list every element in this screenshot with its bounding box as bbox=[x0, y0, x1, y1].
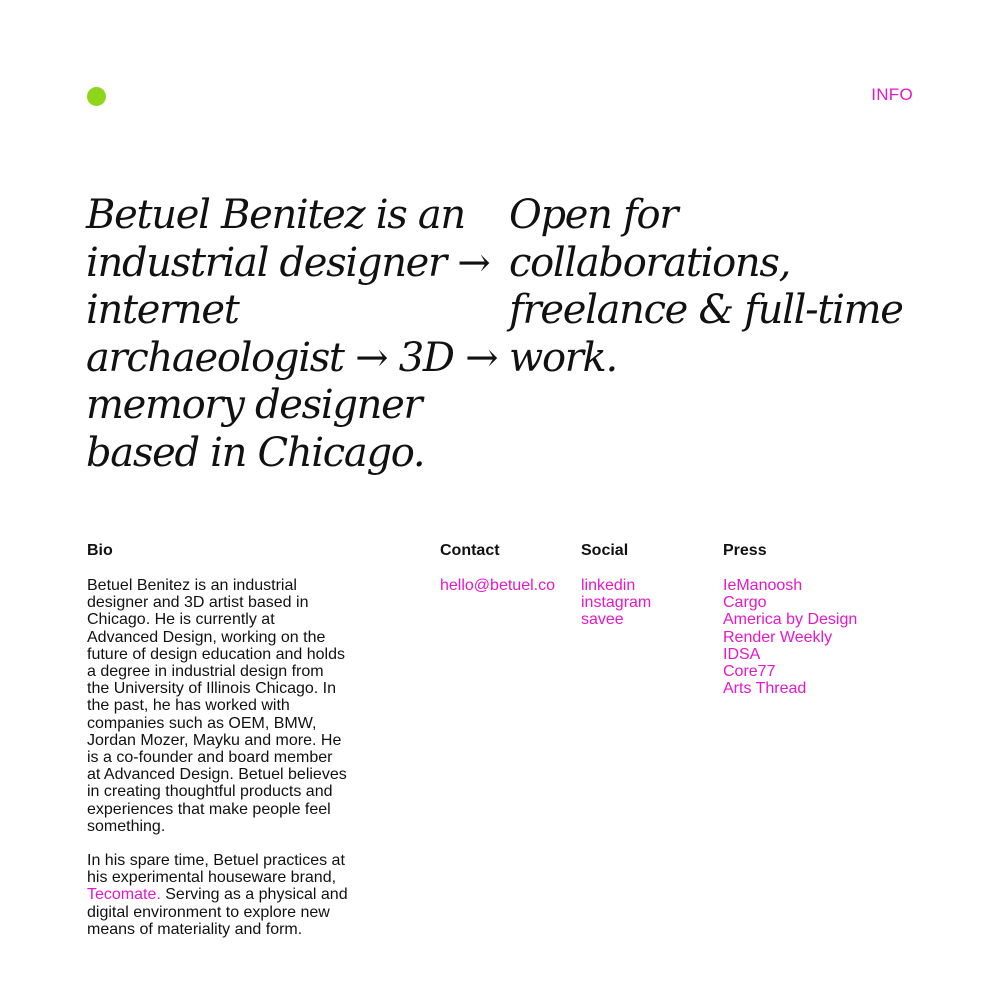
social-section bbox=[581, 542, 703, 629]
press-link-core77[interactable]: Core77 bbox=[723, 663, 776, 681]
social-item bbox=[581, 611, 703, 628]
bio-paragraph-2-text: In his spare time, Betuel practices at his experimental houseware brand, bbox=[87, 852, 345, 887]
press-section bbox=[723, 542, 923, 697]
press-link-idsa[interactable]: IDSA bbox=[723, 645, 761, 663]
press-link-america-by-design[interactable]: America by Design bbox=[723, 611, 858, 629]
bio-paragraph-2 bbox=[87, 852, 349, 938]
info-link[interactable]: INFO bbox=[871, 85, 913, 104]
bio-title: Bio bbox=[87, 542, 113, 559]
hero-availability: Open for collaborations, freelance & full-time work. bbox=[509, 192, 903, 381]
press-item bbox=[723, 594, 923, 611]
contact-section bbox=[440, 542, 562, 594]
press-link-arts-thread[interactable]: Arts Thread bbox=[723, 680, 807, 698]
press-link-cargo[interactable]: Cargo bbox=[723, 594, 767, 612]
bio-section bbox=[87, 542, 349, 955]
press-item bbox=[723, 629, 923, 646]
contact-title: Contact bbox=[440, 542, 500, 559]
hero-intro: Betuel Benitez is an industrial designer → internet archaeologist → 3D → memory designer based in Chicago. bbox=[86, 192, 498, 476]
press-item bbox=[723, 611, 923, 628]
press-link-render-weekly[interactable]: Render Weekly bbox=[723, 628, 833, 646]
press-item bbox=[723, 577, 923, 594]
instagram-link[interactable]: instagram bbox=[581, 594, 652, 612]
press-title: Press bbox=[723, 542, 767, 559]
tecomate-link[interactable]: Tecomate. bbox=[87, 886, 161, 904]
social-item bbox=[581, 594, 703, 611]
email-link[interactable]: hello@betuel.co bbox=[440, 577, 555, 594]
press-item bbox=[723, 680, 923, 697]
social-list bbox=[581, 577, 703, 629]
press-list bbox=[723, 577, 923, 697]
press-link-iemanoosh[interactable]: IeManoosh bbox=[723, 577, 803, 594]
press-item bbox=[723, 646, 923, 663]
savee-link[interactable]: savee bbox=[581, 611, 624, 629]
bio-paragraph-1: Betuel Benitez is an industrial designer and 3D artist based in Chicago. He is currently at Advanced Design, working on the future of design education and holds a degree in industrial design from the University of Illinois Chicago. In the past, he has worked with companies such as OEM, BMW, Jordan Mozer, Mayku and more. He is a co-founder and board member at Advanced Design. Betuel believes in creating thoughtful products and experiences that make people feel something. bbox=[87, 577, 347, 835]
social-item bbox=[581, 577, 703, 594]
social-title: Social bbox=[581, 542, 629, 559]
press-item bbox=[723, 663, 923, 680]
green-dot-logo-icon[interactable] bbox=[87, 87, 106, 106]
bio-paragraph-2-text-end: Serving as a physical and digital environment to explore new means of materiality and form. bbox=[87, 886, 348, 938]
linkedin-link[interactable]: linkedin bbox=[581, 577, 636, 594]
